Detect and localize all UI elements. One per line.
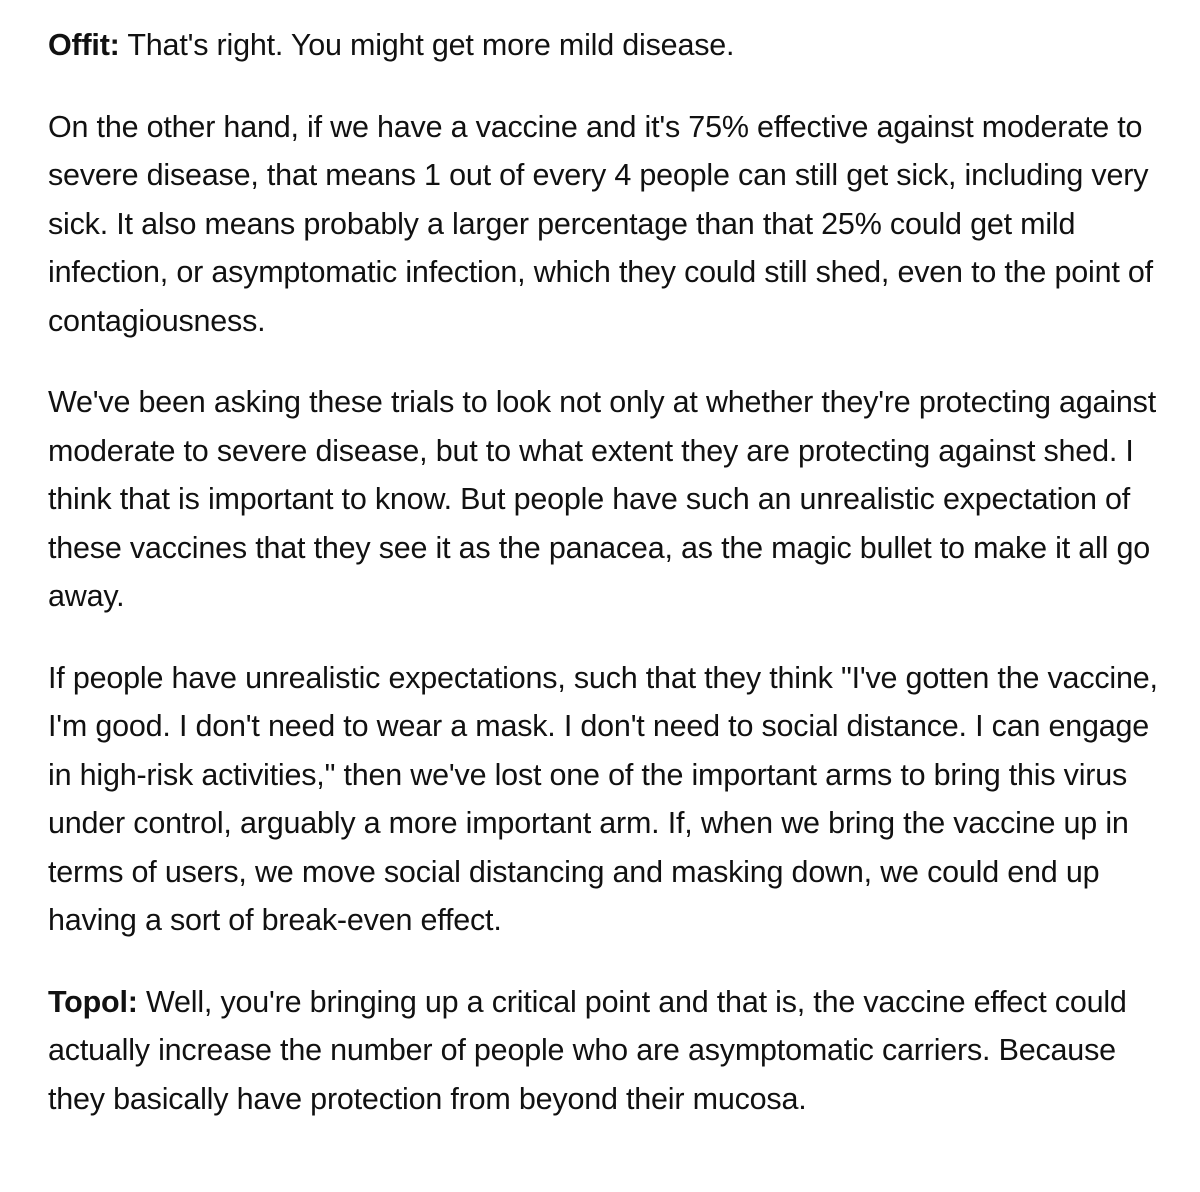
paragraph-offit-reply [48,21,1178,70]
speaker-label-offit: Offit: [48,28,120,62]
paragraph-vaccine-effectiveness [48,103,1178,346]
speaker-label-topol: Topol: [48,984,138,1019]
paragraph-unrealistic-expectations [48,654,1178,945]
transcript-body [48,21,1178,1156]
paragraph-text: That's right. You might get more mild disease. [127,28,735,62]
paragraph-topol-reply [48,978,1178,1124]
paragraph-trials-shed [48,378,1178,621]
paragraph-text: We've been asking these trials to look not only at whether they're protecting against moderate to severe disease, but to what extent they are protecting against shed. I think that is important to know. But people have such an unrealistic expectation of these vaccines that they see it as the panacea, as the magic bullet to make it all go away. [48,385,1156,613]
paragraph-text: If people have unrealistic expectations, such that they think "I've gotten the vaccine, I'm good. I don't need to wear a mask. I don't need to social distance. I can engage in high-risk activities," then we've lost one of the important arms to bring this virus under control, arguably a more important arm. If, when we bring the vaccine up in terms of users, we move social distancing and masking down, we could end up having a sort of break-even effect. [48,660,1158,937]
paragraph-text: On the other hand, if we have a vaccine and it's 75% effective against moderate to severe disease, that means 1 out of every 4 people can still get sick, including very sick. It also means probably a larger percentage than that 25% could get mild infection, or asymptomatic infection, which they could still shed, even to the point of contagiousness. [48,109,1153,338]
paragraph-text: Well, you're bringing up a critical point and that is, the vaccine effect could actually increase the number of people who are asymptomatic carriers. Because they basically have protection from beyond their mucosa. [48,984,1127,1116]
